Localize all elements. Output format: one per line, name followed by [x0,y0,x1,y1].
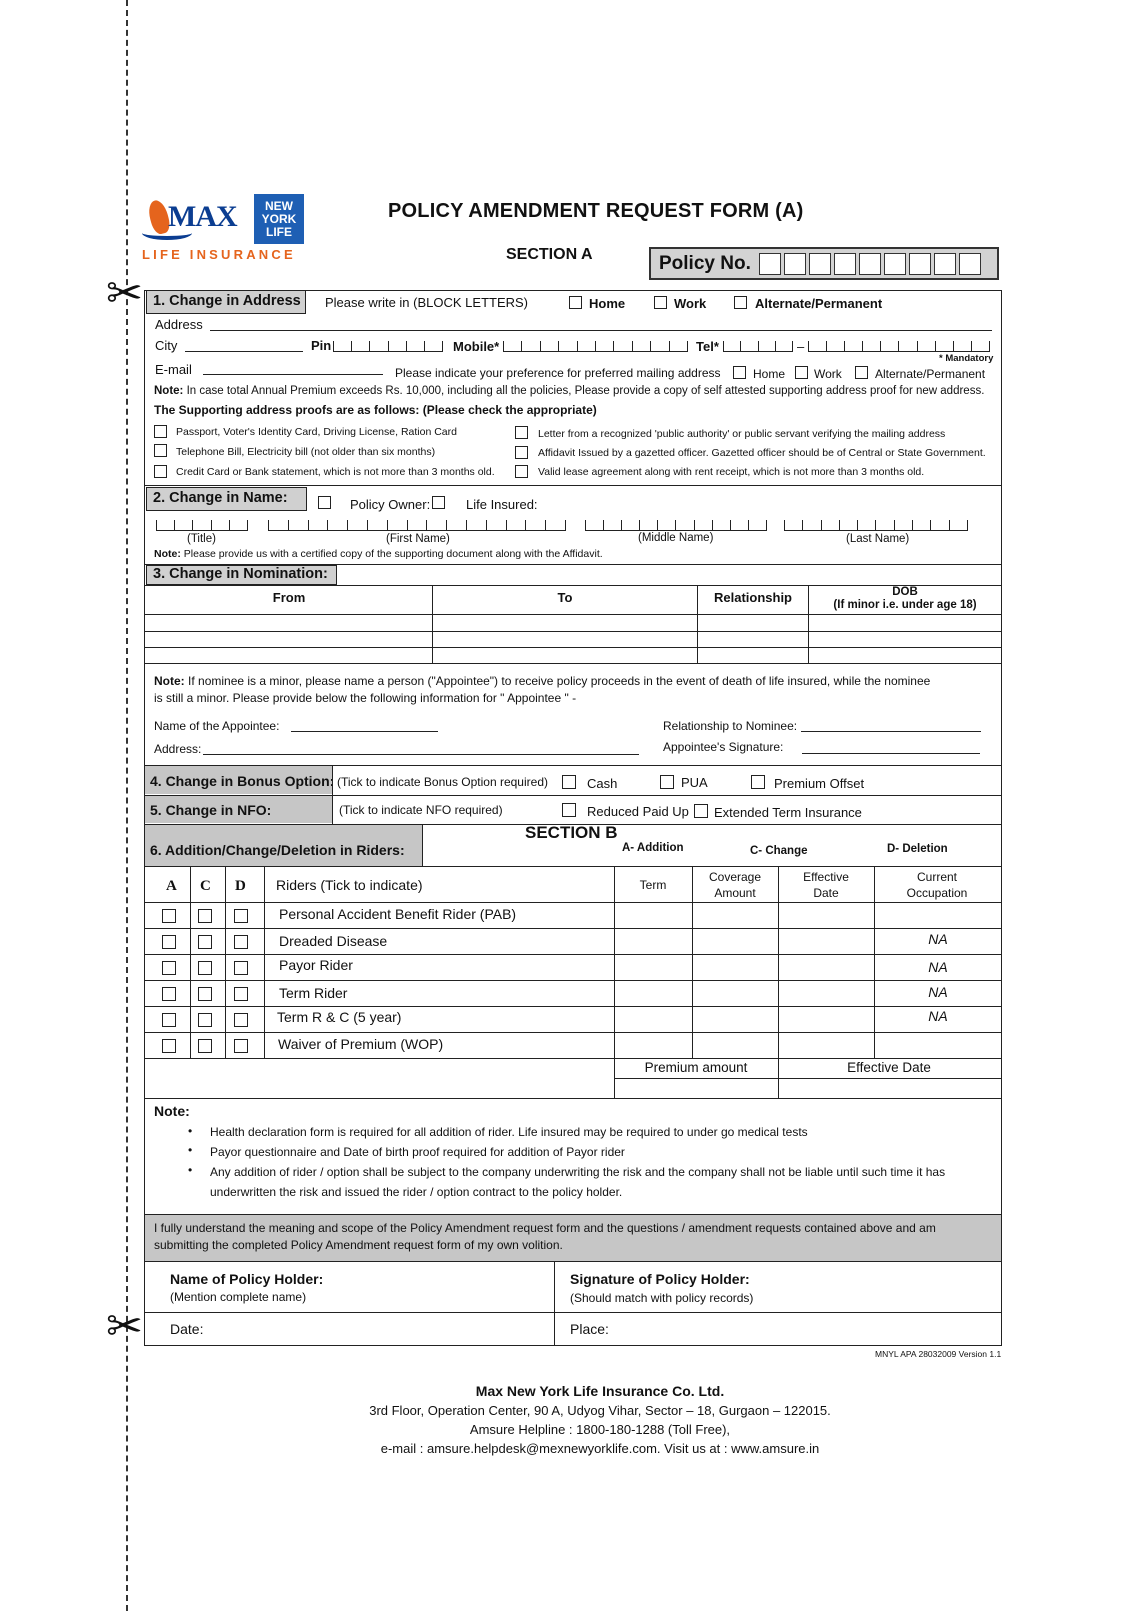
last-name-input[interactable] [784,520,968,531]
alternate-checkbox[interactable] [734,296,747,309]
section-5-title: 5. Change in NFO: [150,802,272,818]
pua-checkbox[interactable] [660,775,674,789]
form-title: POLICY AMENDMENT REQUEST FORM (A) [388,200,804,222]
version-label: MNYL APA 28032009 Version 1.1 [875,1349,1002,1359]
cut-line [126,0,128,1611]
nomination-table-rows[interactable] [145,615,1001,662]
effective-date-input[interactable] [779,1079,1001,1097]
proof1-checkbox[interactable] [154,425,167,438]
premium-offset-checkbox[interactable] [751,775,765,789]
city-input[interactable] [185,351,303,352]
date-input[interactable] [212,1314,552,1344]
footer-company: Max New York Life Insurance Co. Ltd. [475,1383,725,1399]
rider-name: Term Rider [279,985,348,1001]
rider-delete-checkbox[interactable] [234,935,248,949]
pin-input[interactable] [333,341,443,352]
section-b-label: SECTION B [525,823,618,842]
address-note: Note: In case total Annual Premium exceeds Rs. 10,000, including all the policies, Please provide a copy of self attested supporting address proof for new address. [154,385,985,397]
reduced-paid-up-checkbox[interactable] [562,803,576,817]
rider-name: Dreaded Disease [279,933,388,949]
rider-add-checkbox[interactable] [162,961,176,975]
rider-delete-checkbox[interactable] [234,1013,248,1027]
home-checkbox[interactable] [569,296,582,309]
policy-number-cells[interactable] [759,253,981,275]
first-name-input[interactable] [268,520,566,531]
telephone-input[interactable] [808,341,990,352]
rider-change-checkbox[interactable] [198,961,212,975]
notes-label: Note: [154,1103,190,1119]
table-row [145,1007,1001,1032]
footer-helpline: Amsure Helpline : 1800-180-1288 (Toll Free), [469,1422,731,1437]
rider-add-checkbox[interactable] [162,1039,176,1053]
policy-holder-name-input[interactable] [146,1262,552,1311]
std-code-input[interactable] [723,341,793,352]
pref-work-checkbox[interactable] [795,366,808,379]
table-row [145,955,1001,980]
section-1-title: 1. Change in Address [146,290,306,314]
table-row [145,929,1001,954]
section-2-title: 2. Change in Name: [146,487,307,511]
life-insured-checkbox[interactable] [432,496,445,509]
section-4-title: 4. Change in Bonus Option: [150,773,335,789]
rider-name: Term R & C (5 year) [277,1009,402,1025]
footer-contact: e-mail : amsure.helpdesk@mexnewyorklife.com. Visit us at : www.amsure.in [380,1441,820,1456]
rider-delete-checkbox[interactable] [234,987,248,1001]
title-input[interactable] [156,520,248,531]
rider-change-checkbox[interactable] [198,909,212,923]
extended-term-checkbox[interactable] [694,804,708,818]
table-row [145,1033,1001,1058]
rider-add-checkbox[interactable] [162,987,176,1001]
relationship-input[interactable] [801,731,981,732]
pref-home-checkbox[interactable] [733,366,746,379]
name-note: Note: Please provide us with a certified copy of the supporting document along with the Affidavit. [154,548,603,560]
rider-name: Payor Rider [279,957,353,973]
proof4-checkbox[interactable] [515,426,528,439]
section-a-label: SECTION A [506,246,593,263]
table-row [145,981,1001,1006]
nominee-note-line1: Note: If nominee is a minor, please name a person ("Appointee") to receive policy proceeds in the event of death of life insured, while the nominee [154,674,931,688]
email-input[interactable] [203,374,383,375]
rider-change-checkbox[interactable] [198,987,212,1001]
policy-holder-signature-input[interactable] [556,1262,1000,1311]
proof5-checkbox[interactable] [515,446,528,459]
nyl-badge: NEW YORK LIFE [254,194,304,244]
proof2-checkbox[interactable] [154,444,167,457]
scissors-icon: ✂ [106,269,143,318]
table-row [145,903,1001,928]
rider-add-checkbox[interactable] [162,1013,176,1027]
policy-owner-checkbox[interactable] [318,496,331,509]
appointee-address-input[interactable] [203,754,639,755]
premium-amount-input[interactable] [615,1079,777,1097]
policy-number-field[interactable]: Policy No. [649,247,999,280]
place-input[interactable] [618,1314,1000,1344]
cash-checkbox[interactable] [562,775,576,789]
rider-name: Personal Accident Benefit Rider (PAB) [279,906,517,922]
section-6-title: 6. Addition/Change/Deletion in Riders: [150,842,405,858]
rider-delete-checkbox[interactable] [234,1039,248,1053]
mobile-input[interactable] [503,341,688,352]
appointee-signature-input[interactable] [802,753,980,754]
rider-delete-checkbox[interactable] [234,961,248,975]
rider-occupation: NA [928,984,948,1000]
proof6-checkbox[interactable] [515,465,528,478]
rider-name: Waiver of Premium (WOP) [278,1036,444,1052]
work-checkbox[interactable] [654,296,667,309]
rider-change-checkbox[interactable] [198,1039,212,1053]
address-input[interactable] [210,330,992,331]
section-3-title: 3. Change in Nomination: [146,565,337,585]
rider-add-checkbox[interactable] [162,909,176,923]
rider-delete-checkbox[interactable] [234,909,248,923]
rider-add-checkbox[interactable] [162,935,176,949]
middle-name-input[interactable] [585,520,767,531]
footer-address: 3rd Floor, Operation Center, 90 A, Udyog Vihar, Sector – 18, Gurgaon – 122015. [369,1403,831,1418]
rider-change-checkbox[interactable] [198,935,212,949]
rider-occupation: NA [928,931,948,947]
rider-occupation: NA [928,1008,948,1024]
pref-alternate-checkbox[interactable] [855,366,868,379]
rider-occupation: NA [928,959,948,975]
rider-change-checkbox[interactable] [198,1013,212,1027]
scissors-icon: ✂ [106,1302,143,1351]
proof3-checkbox[interactable] [154,465,167,478]
max-new-york-life-logo: MAX NEW YORK LIFE LIFE INSURANCE [142,194,307,264]
appointee-name-input[interactable] [291,731,438,732]
